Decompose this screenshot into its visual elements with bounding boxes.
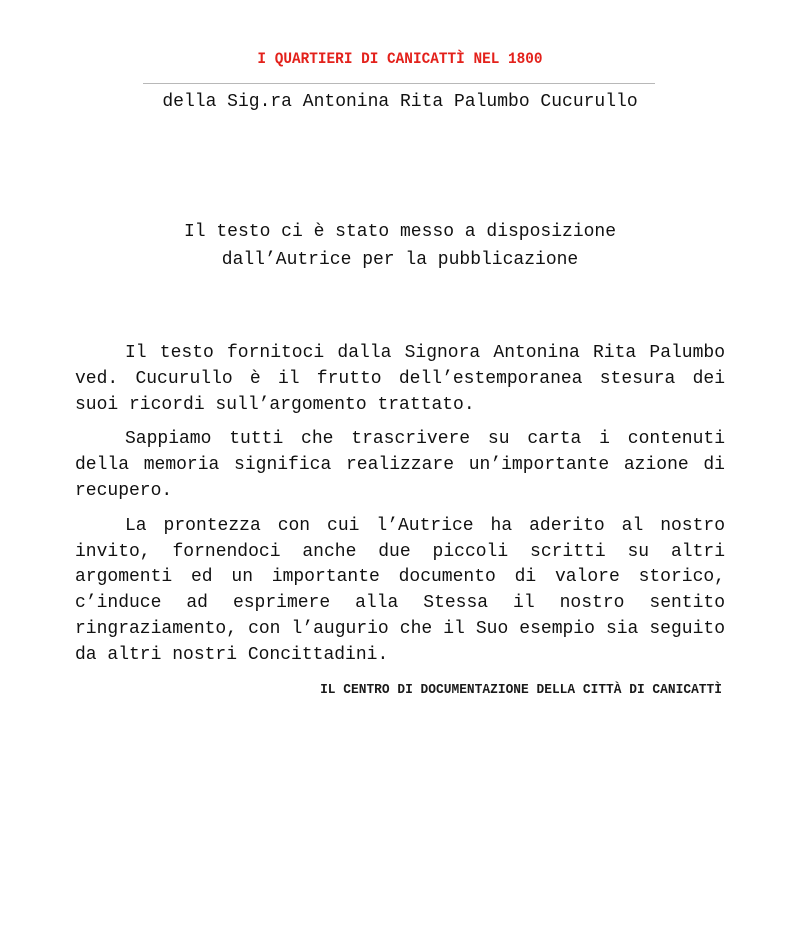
- paragraph: Sappiamo tutti che trascrivere su carta i contenuti della memoria significa realizzare un’importante azione di recupero.: [75, 429, 725, 501]
- publication-notice: [0, 218, 800, 274]
- notice-line: dall’Autrice per la pubblicazione: [221, 250, 579, 270]
- paragraph: Il testo fornitoci dalla Signora Antonina Rita Palumbo ved. Cucurullo è il frutto dell’estemporanea stesura dei suoi ricordi sull’argomento trattato.: [75, 343, 725, 415]
- paragraph: La prontezza con cui l’Autrice ha aderito al nostro invito, fornendoci anche due piccoli scritti su altri argomenti ed un importante documento di valore storico, c’induce ad esprimere alla Stessa il nostro sentito ringraziamento, con l’augurio che il Suo esempio sia seguito da altri nostri Concittadini.: [75, 515, 725, 665]
- signature: IL CENTRO DI DOCUMENTAZIONE DELLA CITTÀ DI CANICATTÌ: [320, 682, 722, 698]
- author-line: della Sig.ra Antonina Rita Palumbo Cucurullo: [162, 92, 638, 112]
- document-title: I QUARTIERI DI CANICATTÌ NEL 1800: [257, 50, 543, 68]
- body-text: [75, 341, 725, 678]
- notice-line: Il testo ci è stato messo a disposizione: [183, 222, 617, 242]
- title-divider: [143, 83, 655, 84]
